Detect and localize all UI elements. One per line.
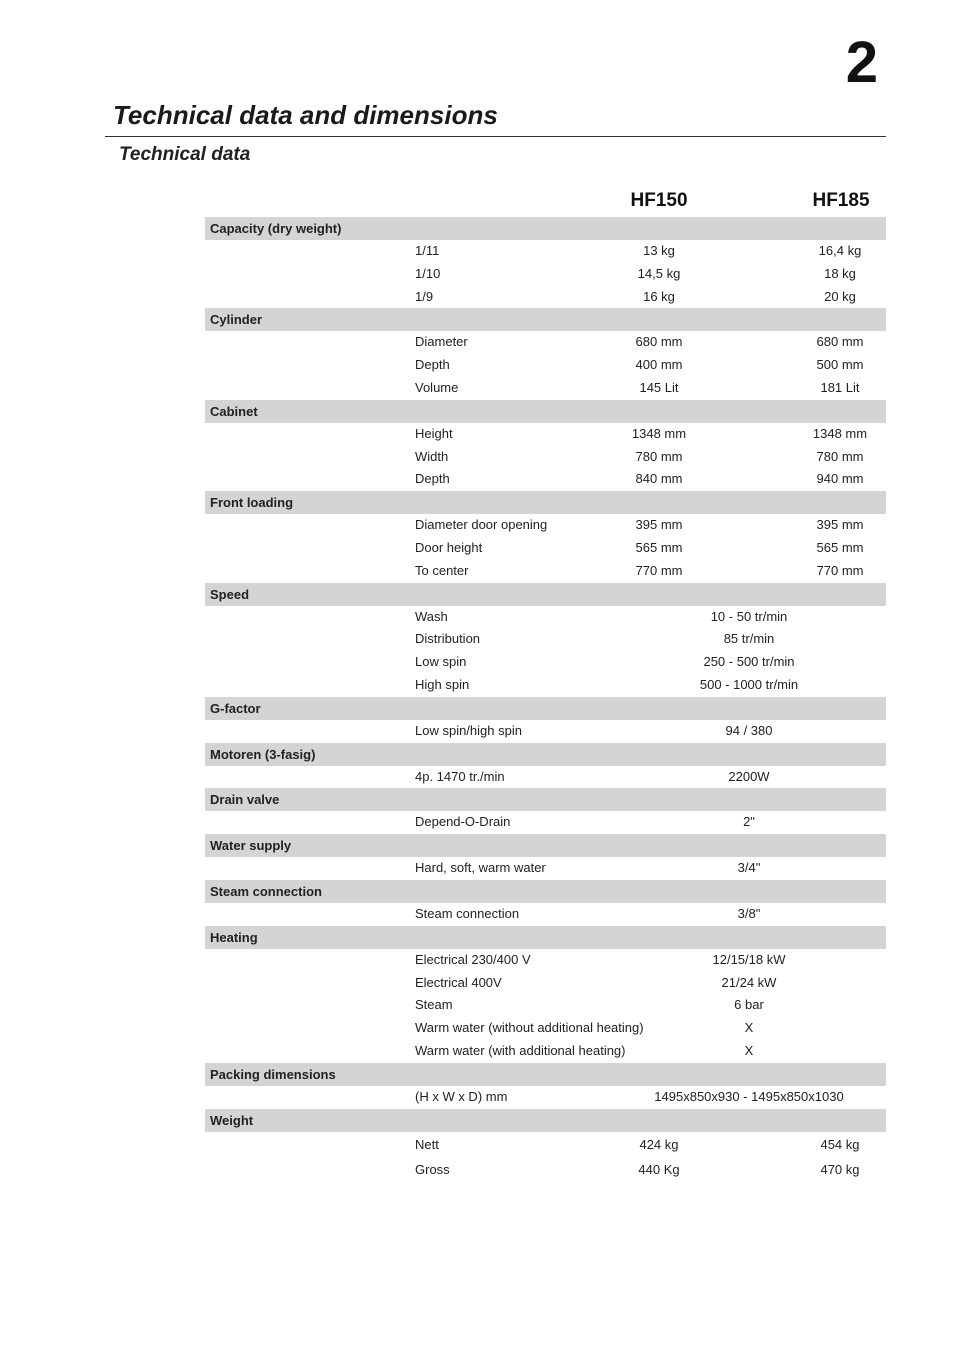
spec-value-shared: X: [744, 1020, 754, 1036]
spec-label: Electrical 400V: [415, 974, 502, 990]
spec-row: [205, 1086, 886, 1109]
spec-row: [205, 651, 886, 674]
spec-label: Low spin/high spin: [415, 722, 522, 738]
chapter-number: 2: [845, 30, 878, 95]
spec-value-shared: 500 - 1000 tr/min: [699, 676, 799, 692]
spec-label: To center: [415, 562, 469, 578]
spec-value-hf150: 440 Kg: [638, 1161, 680, 1177]
spec-value-hf185: 470 kg: [820, 1161, 860, 1177]
spec-value-hf185: 940 mm: [816, 471, 864, 487]
group-header: Packing dimensions: [205, 1063, 886, 1086]
group-header: Steam connection: [205, 880, 886, 903]
group-header: Capacity (dry weight): [205, 217, 886, 240]
spec-groups: [205, 217, 886, 1182]
spec-value-hf150: 840 mm: [635, 471, 683, 487]
spec-row: [205, 606, 886, 629]
spec-label: Depend-O-Drain: [415, 814, 511, 830]
spec-row: [205, 423, 886, 446]
spec-row: [205, 354, 886, 377]
spec-row: [205, 857, 886, 880]
spec-value-shared: 6 bar: [734, 997, 764, 1013]
spec-label: Warm water (without additional heating): [415, 1020, 644, 1036]
group-header: Water supply: [205, 834, 886, 857]
spec-label: 1/11: [415, 243, 440, 258]
spec-label: Distribution: [415, 631, 481, 647]
spec-value-hf185: 18 kg: [824, 265, 856, 281]
spec-value-shared: 1495x850x930 - 1495x850x1030: [654, 1088, 844, 1104]
group-header: Heating: [205, 926, 886, 949]
spec-value-hf185: 780 mm: [816, 448, 864, 464]
spec-row: [205, 766, 886, 789]
spec-row: [205, 468, 886, 491]
spec-value-hf185: 500 mm: [816, 357, 864, 373]
spec-value-hf185: 1348 mm: [812, 425, 868, 441]
spec-row: [205, 972, 886, 995]
spec-value-shared: X: [744, 1042, 754, 1058]
spec-label: Door height: [415, 539, 483, 555]
spec-label: Depth: [415, 357, 450, 373]
group-header: Drain valve: [205, 788, 886, 811]
model-header-hf150: HF150: [630, 190, 688, 211]
spec-label: Wash: [415, 608, 448, 624]
spec-value-shared: 2200W: [728, 768, 770, 784]
spec-value-shared: 85 tr/min: [723, 631, 775, 647]
spec-label: Nett: [415, 1136, 439, 1152]
spec-value-hf150: 145 Lit: [639, 379, 679, 395]
spec-row: [205, 377, 886, 400]
spec-label: (H x W x D) mm: [415, 1088, 508, 1104]
spec-value-shared: 3/8": [737, 905, 761, 921]
spec-value-hf150: 13 kg: [643, 243, 675, 258]
spec-value-shared: 2": [743, 814, 755, 830]
spec-value-shared: 94 / 380: [725, 722, 773, 738]
spec-row: [205, 1017, 886, 1040]
spec-value-hf150: 14,5 kg: [637, 265, 681, 281]
spec-label: Height: [415, 425, 453, 441]
spec-label: 1/10: [415, 265, 441, 281]
spec-value-hf185: 16,4 kg: [818, 243, 862, 258]
spec-value-hf150: 1348 mm: [631, 425, 687, 441]
spec-row: [205, 537, 886, 560]
spec-row: [205, 286, 886, 309]
spec-label: Electrical 230/400 V: [415, 951, 531, 967]
spec-label: Low spin: [415, 654, 467, 670]
spec-value-hf150: 680 mm: [635, 334, 683, 350]
spec-value-shared: 10 - 50 tr/min: [710, 608, 788, 624]
spec-row: [205, 628, 886, 651]
spec-row: [205, 994, 886, 1017]
spec-value-shared: 12/15/18 kW: [712, 951, 786, 967]
spec-value-shared: 21/24 kW: [721, 974, 777, 990]
spec-value-hf185: 395 mm: [816, 517, 864, 533]
spec-label: Volume: [415, 379, 459, 395]
spec-value-hf150: 16 kg: [643, 288, 675, 304]
group-header: Weight: [205, 1109, 886, 1132]
spec-label: High spin: [415, 676, 470, 692]
model-header-row: [205, 185, 886, 217]
spec-value-shared: 3/4": [737, 860, 761, 876]
spec-row: [205, 720, 886, 743]
spec-label: Width: [415, 448, 449, 464]
spec-label: Steam connection: [415, 905, 520, 921]
spec-row: [205, 1040, 886, 1063]
section-title: Technical data: [119, 144, 251, 165]
spec-row: [205, 674, 886, 697]
spec-label: 1/9: [415, 288, 434, 304]
spec-value-hf185: 770 mm: [816, 562, 864, 578]
spec-row: [205, 811, 886, 834]
spec-row: [205, 514, 886, 537]
spec-value-shared: 250 - 500 tr/min: [703, 654, 795, 670]
spec-value-hf150: 424 kg: [639, 1136, 679, 1152]
spec-value-hf150: 395 mm: [635, 517, 683, 533]
spec-label: Diameter: [415, 334, 468, 350]
page-title: Technical data and dimensions: [113, 100, 498, 130]
group-header: G-factor: [205, 697, 886, 720]
spec-value-hf150: 565 mm: [635, 539, 683, 555]
group-header: Motoren (3-fasig): [205, 743, 886, 766]
spec-label: Warm water (with additional heating): [415, 1042, 626, 1058]
spec-row: [205, 446, 886, 469]
group-header: Front loading: [205, 491, 886, 514]
spec-value-hf185: 181 Lit: [820, 379, 860, 395]
title-divider: [105, 136, 886, 137]
technical-data-table: [205, 185, 886, 1182]
spec-label: Diameter door opening: [415, 517, 548, 533]
spec-value-hf150: 770 mm: [635, 562, 683, 578]
spec-row: [205, 560, 886, 583]
spec-row: [205, 240, 886, 263]
spec-value-hf185: 680 mm: [816, 334, 864, 350]
spec-value-hf150: 400 mm: [635, 357, 683, 373]
spec-value-hf185: 565 mm: [816, 539, 864, 555]
spec-label: Hard, soft, warm water: [415, 860, 546, 876]
spec-label: 4p. 1470 tr./min: [415, 768, 505, 784]
group-header: Cylinder: [205, 308, 886, 331]
spec-value-hf185: 20 kg: [824, 288, 856, 304]
model-header-hf185: HF185: [812, 190, 870, 211]
spec-row: [205, 331, 886, 354]
spec-row: [205, 1132, 886, 1157]
spec-row: [205, 263, 886, 286]
spec-label: Depth: [415, 471, 450, 487]
group-header: Cabinet: [205, 400, 886, 423]
spec-label: Gross: [415, 1161, 450, 1177]
spec-row: [205, 1157, 886, 1182]
spec-label: Steam: [415, 997, 453, 1013]
group-header: Speed: [205, 583, 886, 606]
spec-value-hf150: 780 mm: [635, 448, 683, 464]
spec-value-hf185: 454 kg: [820, 1136, 860, 1152]
spec-row: [205, 903, 886, 926]
spec-row: [205, 949, 886, 972]
